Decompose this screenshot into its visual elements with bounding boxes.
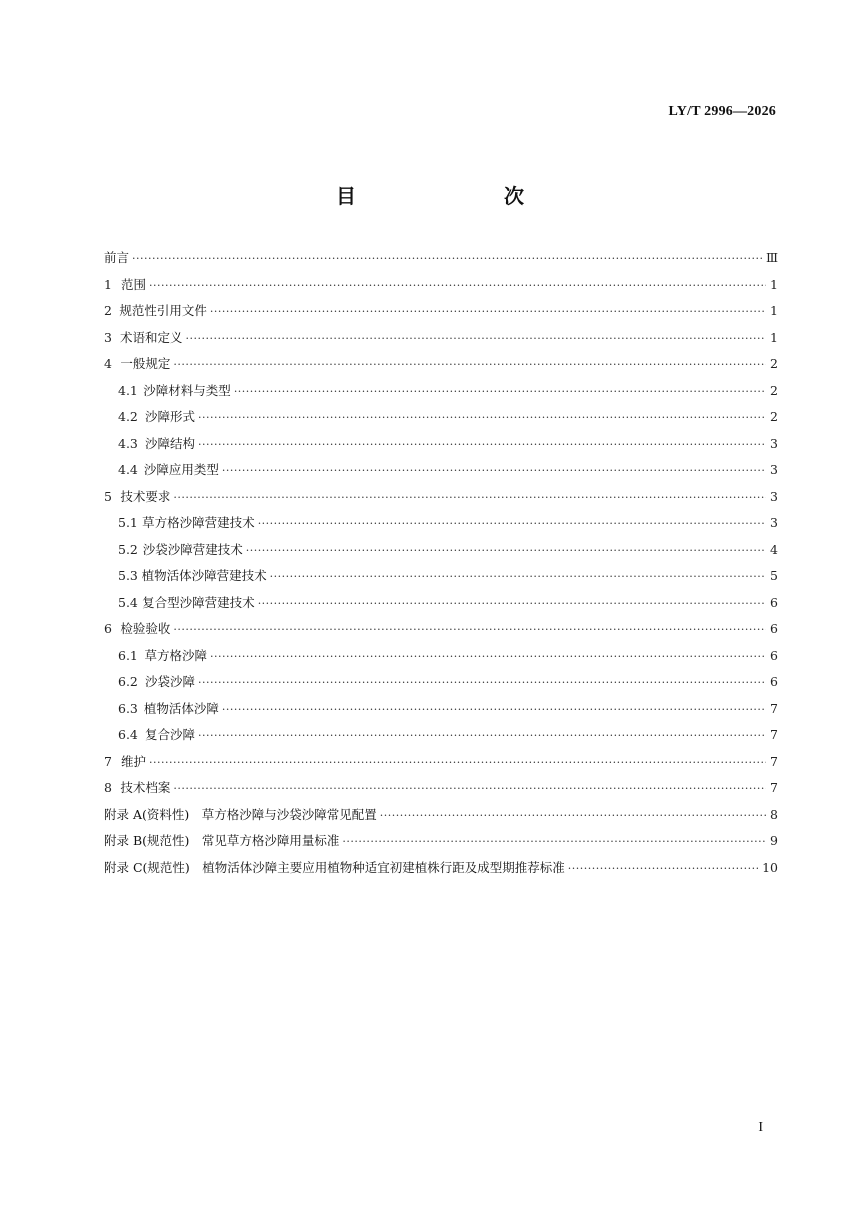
toc-leader-dots [198,405,766,432]
toc-entry[interactable] [104,616,778,643]
standard-code: LY/T 2996—2026 [668,104,776,119]
toc-entry[interactable] [104,272,778,299]
toc-entry[interactable] [104,351,778,378]
toc-entry-page: 7 [770,700,778,716]
toc-leader-dots [246,538,766,565]
toc-entry-page: 10 [762,859,778,875]
page-title: 目 次 [336,184,560,208]
toc-leader-dots [222,458,766,485]
toc-entry-page: 1 [770,303,778,318]
toc-entry[interactable] [104,643,778,670]
toc-entry[interactable] [104,537,778,564]
toc-entry-number: 4.1 [118,382,138,398]
toc-leader-dots [258,511,766,538]
toc-entry-page: 2 [770,409,778,424]
toc-entry-label: 技术档案 [120,780,171,795]
toc-leader-dots [173,485,766,512]
toc-entry-number: 2 [104,303,112,318]
toc-leader-dots [149,750,766,777]
toc-entry[interactable] [104,828,778,855]
toc-entry-number: 6.1 [118,647,138,663]
toc-entry-page: 2 [770,356,778,371]
toc-entry-page: 6 [770,621,778,636]
table-of-contents [104,245,778,881]
toc-entry-number: 4.4 [118,462,138,477]
toc-entry[interactable] [104,457,778,484]
toc-leader-dots [258,591,766,618]
toc-entry-label: 草方格沙障营建技术 [142,515,255,530]
toc-entry-label: 沙障应用类型 [143,462,219,477]
toc-entry[interactable] [104,431,778,458]
toc-entry-label: 附录 A(资料性) 草方格沙障与沙袋沙障常见配置 [104,806,377,822]
toc-entry-number: 6.4 [118,727,138,742]
toc-entry-page: 9 [770,833,778,848]
toc-entry-number: 7 [104,753,112,769]
toc-entry[interactable] [104,855,778,882]
toc-entry-label: 附录 B(规范性) 常见草方格沙障用量标准 [104,833,340,848]
toc-entry[interactable] [104,775,778,802]
toc-entry-number: 5.2 [118,541,138,557]
toc-entry-label: 附录 C(规范性) 植物活体沙障主要应用植物种适宜初建植株行距及成型期推荐标准 [104,859,565,875]
toc-entry[interactable] [104,696,778,723]
toc-entry-page: 8 [770,806,778,822]
toc-entry-page: 3 [770,462,778,477]
toc-entry-number: 6.3 [118,700,138,716]
toc-entry-label: 范围 [120,276,146,292]
toc-entry-page: 5 [770,568,778,583]
toc-entry-page: 6 [770,674,778,689]
toc-entry-page: 2 [770,382,778,398]
toc-entry-label: 复合型沙障营建技术 [142,594,255,610]
toc-leader-dots [210,644,766,671]
toc-leader-dots [568,856,758,883]
toc-entry[interactable] [104,722,778,749]
toc-entry-page: 3 [770,435,778,451]
toc-leader-dots [198,723,766,750]
footer-page-number: I [758,1120,763,1135]
toc-leader-dots [186,326,767,353]
toc-leader-dots [380,803,766,830]
toc-entry-label: 植物活体沙障营建技术 [141,568,267,583]
toc-leader-dots [132,246,762,273]
toc-entry-number: 6 [104,621,112,636]
toc-entry-page: Ⅲ [765,250,778,265]
toc-entry-label: 沙障材料与类型 [143,382,231,398]
toc-entry-label: 沙障形式 [145,409,196,424]
toc-leader-dots [198,432,766,459]
toc-leader-dots [173,617,766,644]
toc-entry-label: 草方格沙障 [144,647,207,663]
toc-entry[interactable] [104,802,778,829]
toc-entry[interactable] [104,325,778,352]
toc-entry-page: 7 [770,780,778,795]
toc-entry[interactable] [104,749,778,776]
toc-entry-number: 4.2 [118,409,138,424]
toc-leader-dots [234,379,766,406]
toc-entry-label: 前言 [104,250,130,265]
toc-entry-label: 沙障结构 [145,435,196,451]
toc-entry-page: 6 [770,594,778,610]
toc-entry[interactable] [104,484,778,511]
toc-entry[interactable] [104,669,778,696]
toc-entry-page: 4 [770,541,778,557]
toc-entry-number: 1 [104,276,112,292]
toc-leader-dots [222,697,766,724]
toc-entry-number: 3 [104,329,112,345]
toc-leader-dots [342,829,766,856]
toc-entry-number: 4.3 [118,435,138,451]
toc-entry-number: 6.2 [118,674,138,689]
toc-entry[interactable] [104,298,778,325]
toc-entry-label: 技术要求 [120,488,171,504]
toc-entry-label: 复合沙障 [145,727,196,742]
toc-leader-dots [173,352,766,379]
toc-entry[interactable] [104,590,778,617]
toc-entry-page: 7 [770,753,778,769]
toc-entry-label: 检验验收 [120,621,171,636]
toc-entry-label: 一般规定 [120,356,171,371]
toc-entry-label: 维护 [120,753,146,769]
toc-entry[interactable] [104,245,778,272]
toc-leader-dots [149,273,766,300]
toc-entry-page: 3 [770,488,778,504]
toc-entry[interactable] [104,378,778,405]
toc-entry-label: 植物活体沙障 [143,700,219,716]
toc-entry-number: 8 [104,780,112,795]
toc-entry-number: 5.1 [118,515,138,530]
toc-entry-page: 1 [770,329,778,345]
toc-leader-dots [173,776,766,803]
toc-entry-label: 沙袋沙障 [145,674,196,689]
toc-entry[interactable] [104,563,778,590]
toc-entry-page: 1 [770,276,778,292]
toc-entry[interactable] [104,510,778,537]
toc-entry[interactable] [104,404,778,431]
toc-leader-dots [270,564,766,591]
toc-entry-number: 5.4 [118,594,138,610]
toc-leader-dots [210,299,766,326]
toc-entry-page: 3 [770,515,778,530]
toc-entry-label: 术语和定义 [119,329,183,345]
toc-entry-label: 沙袋沙障营建技术 [142,541,243,557]
toc-entry-page: 7 [770,727,778,742]
toc-leader-dots [198,670,766,697]
toc-entry-number: 5 [104,488,112,504]
toc-entry-label: 规范性引用文件 [119,303,207,318]
toc-entry-number: 5.3 [118,568,138,583]
toc-entry-page: 6 [770,647,778,663]
toc-entry-number: 4 [104,356,112,371]
